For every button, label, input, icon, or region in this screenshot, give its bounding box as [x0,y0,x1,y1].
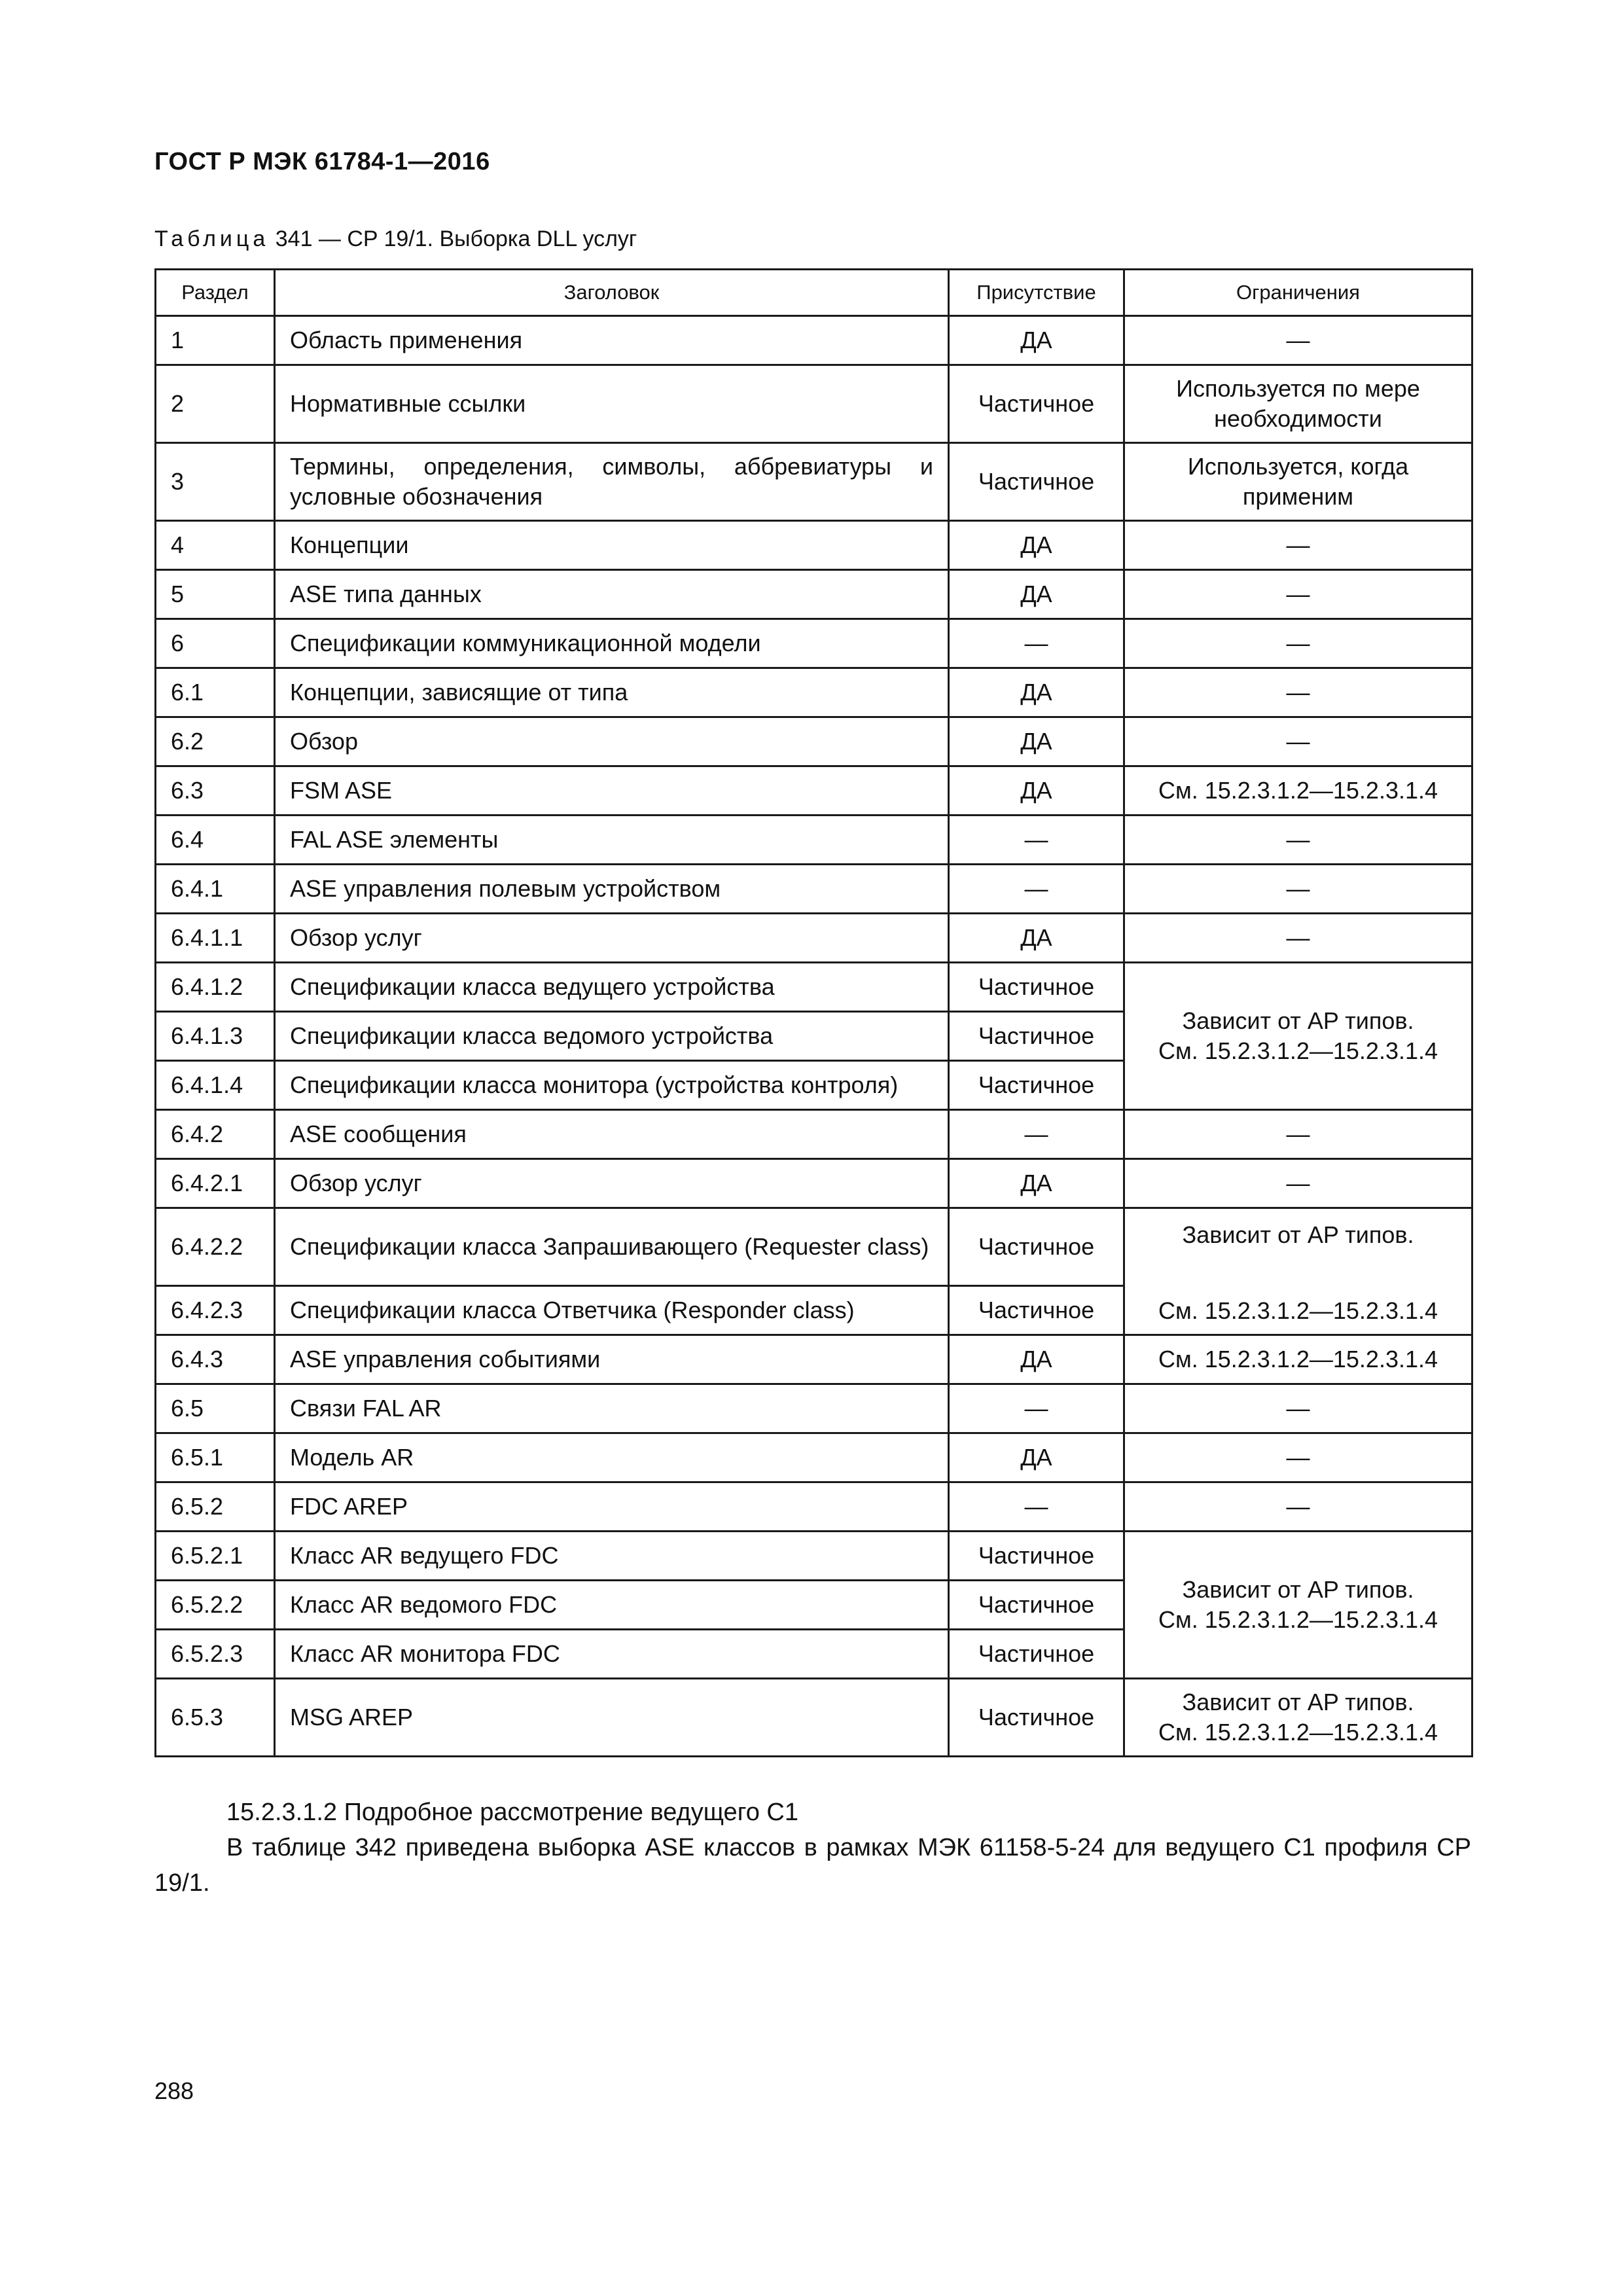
cell-section: 6.5.2.3 [156,1630,275,1679]
cell-presence: Частичное [949,1679,1124,1757]
cell-section: 3 [156,443,275,521]
cell-title: ASE сообщения [275,1110,949,1159]
cell-section: 6.5.2.1 [156,1532,275,1581]
cell-limits-line: Зависит от AP типов. [1182,1221,1414,1248]
table-row [156,668,1472,717]
cell-section: 6.4.1.3 [156,1012,275,1061]
cell-title: Спецификации коммуникационной модели [275,619,949,668]
cell-presence: ДА [949,717,1124,766]
cell-title: Спецификации класса Ответчика (Responder class) [275,1286,949,1335]
table-row [156,914,1472,963]
cell-limits: — [1124,1159,1472,1208]
table-caption [154,226,637,252]
cell-title: FAL ASE элементы [275,816,949,865]
cell-section: 6.5.2 [156,1482,275,1532]
cell-limits-line: Зависит от AP типов. [1182,1576,1414,1603]
page-number: 288 [154,2077,194,2104]
cell-presence: Частичное [949,1061,1124,1110]
cell-presence: Частичное [949,1012,1124,1061]
clause-heading: 15.2.3.1.2 Подробное рассмотрение ведущего С1 [226,1799,798,1826]
cell-section: 6.4.2.3 [156,1286,275,1335]
cell-title: Связи FAL AR [275,1384,949,1433]
cell-limits: См. 15.2.3.1.2—15.2.3.1.4 [1124,766,1472,816]
cell-section: 6.2 [156,717,275,766]
cell-limits [1124,1679,1472,1757]
cell-presence: ДА [949,668,1124,717]
cell-limits-line: Используется по мере [1176,375,1420,402]
document-header: ГОСТ Р МЭК 61784-1—2016 [154,148,490,175]
cell-presence: Частичное [949,1630,1124,1679]
cell-presence: Частичное [949,365,1124,443]
cell-title: MSG AREP [275,1679,949,1757]
cell-section: 6.4.1.4 [156,1061,275,1110]
cell-title: Спецификации класса ведомого устройства [275,1012,949,1061]
column-header-title: Заголовок [275,270,949,316]
cell-title: Спецификации класса Запрашивающего (Requester class) [275,1208,949,1286]
table-row [156,1532,1472,1581]
cell-title: Модель AR [275,1433,949,1482]
cell-title: Концепции, зависящие от типа [275,668,949,717]
cell-limits: — [1124,668,1472,717]
table-row [156,766,1472,816]
cell-limits [1124,443,1472,521]
cell-title: ASE управления полевым устройством [275,865,949,914]
table-row [156,1679,1472,1757]
table-caption-prefix: Таблица [154,226,270,251]
table-header-row [156,270,1472,316]
cell-section: 6 [156,619,275,668]
table-row [156,1482,1472,1532]
cell-limits-line: применим [1242,483,1354,510]
cell-presence: ДА [949,316,1124,365]
cell-title: Класс AR монитора FDC [275,1630,949,1679]
cell-presence: ДА [949,1335,1124,1384]
cell-limits: — [1124,717,1472,766]
cell-section: 6.5.2.2 [156,1581,275,1630]
column-header-presence: Присутствие [949,270,1124,316]
cell-limits: — [1124,619,1472,668]
cell-limits: — [1124,316,1472,365]
cell-limits-line: Зависит от AP типов. [1182,1007,1414,1034]
table-row [156,865,1472,914]
cell-title: Термины, определения, символы, аббревиатуры и условные обозначения [275,443,949,521]
cell-presence: — [949,619,1124,668]
cell-presence: Частичное [949,1208,1124,1286]
services-table [154,268,1473,1757]
cell-section: 6.4.2.2 [156,1208,275,1286]
cell-limits-line: См. 15.2.3.1.2—15.2.3.1.4 [1158,1719,1438,1746]
table-row [156,619,1472,668]
cell-section: 6.4.1 [156,865,275,914]
table-row [156,1159,1472,1208]
cell-presence: Частичное [949,1581,1124,1630]
cell-presence: ДА [949,766,1124,816]
table-row [156,365,1472,443]
cell-presence: — [949,1110,1124,1159]
cell-title: Класс AR ведомого FDC [275,1581,949,1630]
cell-limits: — [1124,914,1472,963]
table-row [156,570,1472,619]
cell-section: 4 [156,521,275,570]
cell-presence: ДА [949,1159,1124,1208]
cell-presence: ДА [949,1433,1124,1482]
cell-section: 6.4 [156,816,275,865]
cell-section: 6.4.1.2 [156,963,275,1012]
cell-section: 5 [156,570,275,619]
cell-title: Концепции [275,521,949,570]
cell-limits-line: См. 15.2.3.1.2—15.2.3.1.4 [1158,1297,1438,1324]
table-row [156,1384,1472,1433]
cell-section: 6.1 [156,668,275,717]
cell-limits-line: Используется, когда [1187,453,1409,480]
table-row [156,1335,1472,1384]
cell-limits-line: См. 15.2.3.1.2—15.2.3.1.4 [1158,1037,1438,1064]
cell-presence: ДА [949,521,1124,570]
cell-section: 6.4.1.1 [156,914,275,963]
cell-limits: — [1124,816,1472,865]
cell-presence: Частичное [949,963,1124,1012]
cell-limits-line: необходимости [1214,405,1382,432]
column-header-limits: Ограничения [1124,270,1472,316]
cell-title: Класс AR ведущего FDC [275,1532,949,1581]
body-paragraph: В таблице 342 приведена выборка ASE классов в рамках МЭК 61158-5-24 для ведущего С1 профиля CP 19/1. [154,1834,1471,1897]
table-row [156,816,1472,865]
cell-presence: — [949,1384,1124,1433]
cell-presence: — [949,816,1124,865]
cell-title: Обзор услуг [275,1159,949,1208]
cell-title: Обзор услуг [275,914,949,963]
table-row [156,717,1472,766]
table-caption-text: 341 — CP 19/1. Выборка DLL услуг [269,226,637,251]
cell-title: Область применения [275,316,949,365]
cell-title: Спецификации класса ведущего устройства [275,963,949,1012]
cell-title: FSM ASE [275,766,949,816]
cell-limits: — [1124,521,1472,570]
cell-presence: Частичное [949,443,1124,521]
cell-section: 6.5 [156,1384,275,1433]
cell-presence: — [949,865,1124,914]
cell-title: Обзор [275,717,949,766]
cell-section: 6.3 [156,766,275,816]
table-row [156,1110,1472,1159]
cell-presence: ДА [949,914,1124,963]
cell-title: ASE типа данных [275,570,949,619]
cell-title: Нормативные ссылки [275,365,949,443]
table-row [156,521,1472,570]
cell-title: ASE управления событиями [275,1335,949,1384]
cell-section: 6.5.1 [156,1433,275,1482]
table-row [156,443,1472,521]
cell-limits-line: Зависит от AP типов. [1182,1689,1414,1715]
cell-limits-merged [1124,1532,1472,1679]
cell-limits: — [1124,1433,1472,1482]
cell-section: 6.4.2.1 [156,1159,275,1208]
cell-limits-line: См. 15.2.3.1.2—15.2.3.1.4 [1158,1606,1438,1633]
table-row [156,963,1472,1012]
cell-limits-merged [1124,1208,1472,1335]
cell-limits [1124,365,1472,443]
table-row [156,1208,1472,1286]
cell-presence: Частичное [949,1532,1124,1581]
cell-limits: См. 15.2.3.1.2—15.2.3.1.4 [1124,1335,1472,1384]
cell-presence: ДА [949,570,1124,619]
cell-section: 2 [156,365,275,443]
cell-title: Спецификации класса монитора (устройства контроля) [275,1061,949,1110]
cell-limits: — [1124,1384,1472,1433]
cell-section: 6.4.3 [156,1335,275,1384]
table-row [156,1433,1472,1482]
column-header-section: Раздел [156,270,275,316]
table-row [156,316,1472,365]
cell-presence: Частичное [949,1286,1124,1335]
cell-limits: — [1124,1110,1472,1159]
cell-limits: — [1124,1482,1472,1532]
cell-section: 6.4.2 [156,1110,275,1159]
cell-presence: — [949,1482,1124,1532]
cell-title: FDC AREP [275,1482,949,1532]
cell-section: 6.5.3 [156,1679,275,1757]
cell-limits: — [1124,865,1472,914]
cell-limits: — [1124,570,1472,619]
cell-section: 1 [156,316,275,365]
cell-limits-merged [1124,963,1472,1110]
